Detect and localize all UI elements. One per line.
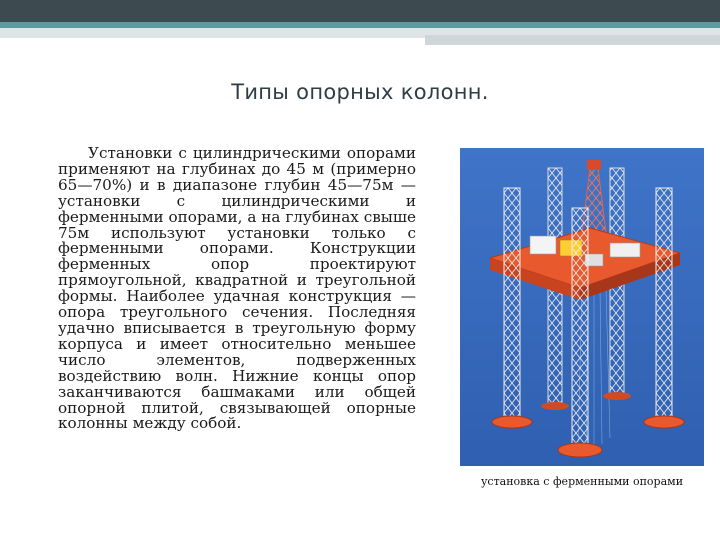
- platform-photo: [460, 148, 704, 466]
- slide-title: Типы опорных колонн.: [231, 80, 489, 104]
- header-right-stripe: [425, 35, 720, 45]
- photo-caption: установка с ферменными опорами: [480, 475, 684, 488]
- body-paragraph: Установки с цилиндрическими опорами применяют на глубинах до 45 м (примерно 65—70%) и в диапазоне глубин 45—75м — установки с цилиндрическими и ферменными опорами, а на глубинах свыше 75м используют установки только с ферменными опорами. Конструкции ферменных опор проектируют прямоугольной, квадратной и треугольной формы. Наиболее удачная конструкция — опора треугольного сечения. Последняя удачно вписывается в треугольную форму корпуса и имеет относительно меньшее число элементов, подверженных воздействию волн. Нижние концы опор заканчиваются башмаками или общей опорной плитой, связывающей опорные колонны между собой.: [58, 144, 416, 433]
- header-bar: [0, 0, 720, 22]
